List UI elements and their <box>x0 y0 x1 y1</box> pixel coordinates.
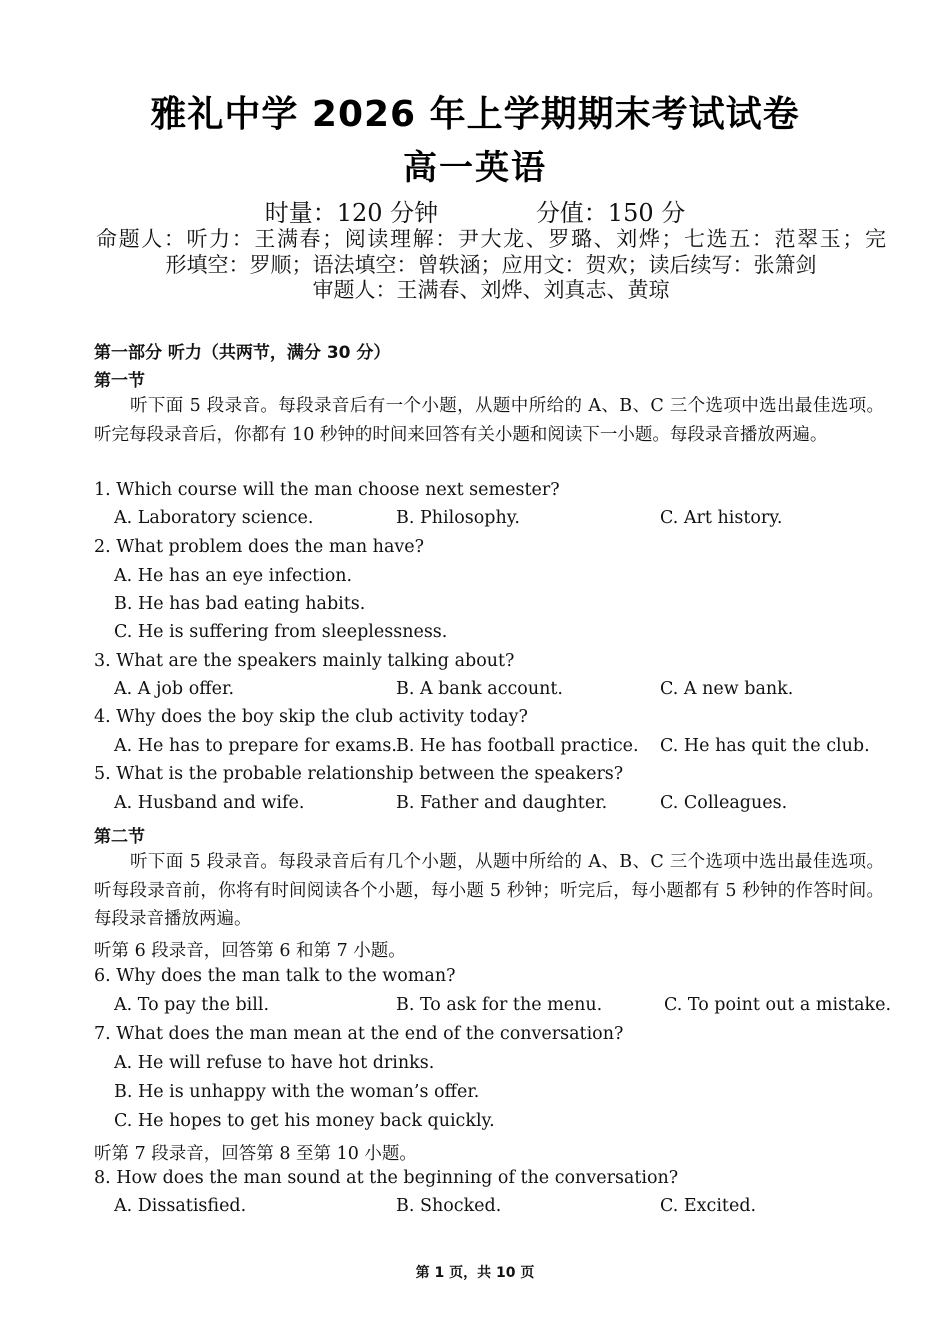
audio-6-note: 听第 6 段录音，回答第 6 和第 7 小题。 <box>94 941 406 961</box>
time-score-line <box>0 193 950 228</box>
question-1-option-a: A. Laboratory science. <box>114 508 314 528</box>
question-2-option-a: A. He has an eye infection. <box>114 566 353 586</box>
authors-line-1: 命题人：听力：王满春；阅读理解：尹大龙、罗璐、刘烨；七选五：范翠玉；完 <box>96 227 886 251</box>
question-4-option-a: A. He has to prepare for exams. <box>114 736 397 756</box>
question-6-option-a: A. To pay the bill. <box>114 995 270 1015</box>
section2-directions: 听下面 5 段录音。每段录音后有几个小题，从题中所给的 A、B、C 三个选项中选出最佳选项。听每段录音前，你将有时间阅读各个小题，每小题 5 秒钟；听完后，每小题都有 5 秒钟的作答时间。每段录音播放两遍。 <box>94 852 884 929</box>
question-8-option-c: C. Excited. <box>660 1196 757 1216</box>
question-7-option-c: C. He hopes to get his money back quickly. <box>114 1111 495 1131</box>
question-1-option-b: B. Philosophy. <box>396 508 520 528</box>
question-8-stem: 8. How does the man sound at the beginning of the conversation? <box>94 1168 679 1188</box>
question-5-option-c: C. Colleagues. <box>660 793 788 813</box>
question-4-option-b: B. He has football practice. <box>396 736 639 756</box>
question-8-option-a: A. Dissatisfied. <box>114 1196 247 1216</box>
exam-title: 雅礼中学 2026 年上学期期末考试试卷 <box>150 94 800 135</box>
question-3-option-c: C. A new bank. <box>660 679 794 699</box>
question-2-option-b: B. He has bad eating habits. <box>114 594 366 614</box>
part1-heading: 第一部分 听力（共两节，满分 30 分） <box>94 343 391 363</box>
reviewers-line: 审题人：王满春、刘烨、刘真志、黄琼 <box>312 278 670 302</box>
section1-heading: 第一节 <box>94 371 145 391</box>
question-4-stem: 4. Why does the boy skip the club activity today? <box>94 707 528 727</box>
question-5-stem: 5. What is the probable relationship between the speakers? <box>94 764 624 784</box>
question-2-stem: 2. What problem does the man have? <box>94 537 425 557</box>
authors-line-2: 形填空：罗顺；语法填空：曾轶涵；应用文：贺欢；读后续写：张箫剑 <box>165 253 817 277</box>
subject-title: 高一英语 <box>403 148 547 188</box>
question-6-option-c: C. To point out a mistake. <box>664 995 892 1015</box>
question-3-option-b: B. A bank account. <box>396 679 563 699</box>
audio-7-note: 听第 7 段录音，回答第 8 至第 10 小题。 <box>94 1144 417 1164</box>
question-7-option-b: B. He is unhappy with the woman’s offer. <box>114 1082 480 1102</box>
question-7-option-a: A. He will refuse to have hot drinks. <box>114 1053 435 1073</box>
section2-heading: 第二节 <box>94 827 145 847</box>
question-1-stem: 1. Which course will the man choose next semester? <box>94 480 560 500</box>
question-7-stem: 7. What does the man mean at the end of the conversation? <box>94 1024 624 1044</box>
question-6-stem: 6. Why does the man talk to the woman? <box>94 966 456 986</box>
page-footer: 第 1 页，共 10 页 <box>415 1265 535 1281</box>
section1-directions: 听下面 5 段录音。每段录音后有一个小题，从题中所给的 A、B、C 三个选项中选出最佳选项。听完每段录音后，你都有 10 秒钟的时间来回答有关小题和阅读下一小题。每段录音播放两遍。 <box>94 396 884 445</box>
question-3-option-a: A. A job offer. <box>114 679 235 699</box>
question-6-option-b: B. To ask for the menu. <box>396 995 603 1015</box>
question-8-option-b: B. Shocked. <box>396 1196 502 1216</box>
question-5-option-a: A. Husband and wife. <box>114 793 305 813</box>
exam-duration: 时量：120 分钟 <box>264 199 439 227</box>
exam-total-score: 分值：150 分 <box>535 199 686 227</box>
question-4-option-c: C. He has quit the club. <box>660 736 870 756</box>
question-5-option-b: B. Father and daughter. <box>396 793 608 813</box>
question-3-stem: 3. What are the speakers mainly talking about? <box>94 651 515 671</box>
question-2-option-c: C. He is suffering from sleeplessness. <box>114 622 448 642</box>
question-1-option-c: C. Art history. <box>660 508 783 528</box>
